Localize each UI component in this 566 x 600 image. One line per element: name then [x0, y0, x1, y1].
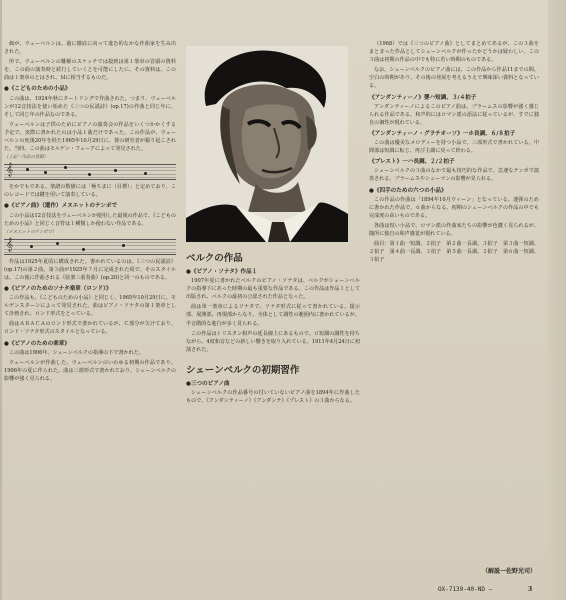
music-score-excerpt-1	[4, 164, 176, 180]
section-heading-piano-piece: ●《ピアノ曲》（遺作）メヌエットのテンポで	[4, 203, 118, 210]
note-icon	[114, 169, 117, 172]
section-heading-sonata-rondo: ●《ピアノのためのソナタ楽章（ロンド）》	[4, 285, 112, 292]
andantino-heading: 《アンダンティーノ》嬰ハ短調、３/４拍子	[369, 94, 477, 101]
note-icon	[26, 168, 29, 171]
left-column	[4, 40, 176, 572]
treble-clef-icon: 𝄞	[6, 162, 14, 177]
intro-paragraph-2: 所で、ウェーベルンの難解のスケッチでは殺到は第１楽章の冒頭の資料を、この曲の演奏時と続行していくとを可能にしたに、その資料は、この曲は１楽章のとはされ、Ｍに相当するものだ。	[4, 59, 176, 82]
page-edge-right	[548, 0, 566, 600]
treble-clef-icon: 𝄞	[6, 236, 14, 251]
intro-paragraph: 価が、ウェーベルンは、過に徹底に向って進む的なかな作曲家を生み出された。	[4, 41, 176, 56]
four-hands-paragraph-1: この作品の作曲は「1894年10月ウィーン」となっている。連弾のために書かれた作品で、６曲からなる。初期のシェーンベルクの作品の中でも完成度の高いものである。	[369, 196, 539, 219]
right-column	[369, 40, 539, 572]
note-icon	[122, 244, 125, 247]
schoenberg-section-title: シェーンベルクの初期習作	[186, 364, 300, 376]
four-hands-heading: ●《四手のための六つの小品》	[369, 187, 447, 194]
middle-column	[186, 250, 360, 572]
note-icon	[30, 245, 33, 248]
sonata-rondo-paragraph-2: 曲はＡＢＡＣＡのロンド形式で書かれているが、Ｃ部分が欠けており、ロンド・ソナタ形式のスタイルとなっている。	[4, 321, 176, 336]
andantino-grazioso-heading: 《アンダンティーノ・グラチオーソ》一ホ長調、６/８拍子	[369, 130, 516, 137]
note-icon	[56, 242, 59, 245]
section-heading-children-piece: ●《こどものための小品》	[4, 86, 71, 93]
andantino-paragraph: アンダンティーノによるこのピアノ曲は、ブラームスの影響が強く感じられる作品である。和声的にはロマン派の語法に従っているが、すでに独自の個性が現れている。	[369, 103, 539, 126]
music-score-excerpt-2	[4, 236, 176, 255]
presto-heading: 《プレスト》一ハ長調、２/２拍子	[369, 159, 455, 166]
berg-paragraph-1: 1907年夏に書かれたベルクのピアノ・ソナタは、ベルクがシェーンベルクの指導下にあった時期の最も重要な作品である。この作品は作品１として出版され、ベルクの最初の公認された作品となった。	[186, 278, 360, 301]
note-icon	[88, 173, 91, 176]
catalog-dash: —	[488, 586, 493, 593]
section-heading-piano-movement: ●《ピアノのための楽章》	[4, 340, 70, 347]
children-piece-paragraph-1: この曲は、1924年秋にタートリングで作曲された。つまり、ウェーベルンが12音技法を使い始めた《三つの民謡詩》(op.17)の作曲と同じ年に、そして同じ年の作品なのである。	[4, 95, 176, 118]
note-icon	[44, 171, 47, 174]
note-icon	[82, 248, 85, 251]
children-piece-paragraph-3: をかでもである。楽譜の数値には「極ちまに（目標）」と定めており、このレコードでは鍵を用いて演奏している。	[4, 184, 176, 199]
catalog-number	[438, 586, 492, 593]
piano-piece-paragraph-2: 作品は1925年夏頃に構成された。書かれているのは、《三つの民謡詩》(op.17)の第２曲、第３曲が1925年７月に完成された頃で、そのスタイルは、この後に作曲される《弦楽三重奏曲》(op.20)と同一のものである。	[4, 258, 176, 281]
right-paragraph-2: なお、シェーンベルクのピアノ曲には、この作品から作品11までの間、空白の時期があり、その後の発展を考えるうえで興味深い資料となっている。	[369, 67, 539, 90]
berg-paragraph-2: 曲は単一楽章によるソナタで、ソナタ形式に従って書かれている。提示部、展開部、再現部からなり、全体として調性の範囲内に書かれているが、半音階的な進行が多く見られる。	[186, 304, 360, 327]
portrait-illustration	[186, 46, 348, 242]
berg-sonata-heading: ●《ピアノ・ソナタ》作品１	[186, 269, 258, 275]
page-number: 3	[528, 586, 533, 593]
note-icon	[64, 166, 67, 169]
schoenberg-paragraph-1: シェーンベルクの作品番号の付いていないピアノ曲を1894年に作曲したもので、《アンダンティーノ》《アンダンテ》《プレスト》の３曲からなる。	[186, 390, 360, 405]
page-edge-left	[0, 0, 2, 600]
score-caption-2: （メヌエットのテンポで）	[4, 229, 57, 235]
four-hands-paragraph-2: 各曲は短い小品で、ロマン派の作曲家たちの影響が色濃く見られるが、随所に独自の和声感覚が現れている。	[369, 222, 539, 237]
right-paragraph-1: （1968）では《三つのピアノ曲》としてまとめてあるが、この３曲をまとまった作品としてシェーンベルクが作ったかどうかは疑わしい。この３曲は初期の作品の中でも特に若い時期のものである。	[369, 41, 539, 64]
schoenberg-three-pieces-heading: ●三つのピアノ曲	[186, 380, 230, 387]
piano-piece-paragraph-1: この小品は12音技法をウェーベルンが使用した最後の作品で、《こどものための小品》と同じく音符は１種類しか使わない作品である。	[4, 212, 176, 227]
piano-movement-paragraph-1: この曲は1906年、シェーンベルクの指導の下で書かれた。	[9, 349, 144, 356]
catalog-code: OX-7139-40-ND	[438, 586, 485, 593]
four-hands-movement-list: 曲目：第１曲一短調、２拍子 第２曲一長調、３拍子 第３曲一短調、２拍子 第４曲一長調、３拍子 第５曲一長調、２拍子 第６曲一短調、３拍子	[369, 241, 539, 264]
note-icon	[144, 172, 147, 175]
andantino-grazioso-paragraph: この曲は優美なメロディーを持つ小品で、三部形式で書かれている。中間部は短調に転じ、再び主調に戻って終わる。	[369, 140, 539, 155]
score-caption: （上記＝作品の冒頭）	[4, 155, 48, 161]
presto-paragraph: シェーンベルクの３曲のなかで最も技巧的な作品で、急速なテンポで演奏される。ブラームスやシューマンの影響が見られる。	[369, 168, 539, 183]
berg-section-title: ベルクの作品	[186, 253, 243, 264]
children-piece-paragraph-2: ウェーベルンは子供のためにピアノの演奏会の作品をいくつかかくする予定で、実際に書かれたのは小品１曲だけであった。この作品が、ウェーベルンの死後20年を経た1965年10月29日に、彼の研究者が掘り起こされた。当時、この曲はモルゲン・フェーアによって発見された。	[4, 121, 176, 153]
composer-portrait-photo	[186, 46, 348, 242]
sonata-rondo-paragraph-1: この作品も、《こどものための小品》と同じく、1965年10月29日に、モルゲンスターンによって発見された。曲はピアノ・ソナタの第１楽章として計画され、ロンド形式をとっている。	[4, 295, 176, 318]
commentary-credit: （解説一佐野光司）	[482, 568, 537, 575]
piano-movement-paragraph-2: ウェーベルンが作曲した、ウェーベルンのいわゆる初期の作品であり、1906年の夏に作られた。曲は三部形式で書かれており、シェーンベルクの影響が強く見られる。	[4, 359, 176, 382]
berg-paragraph-3: この作品はトリスタン和声の延長線上にあるもので、ロ短調の調性を持ちながら、4度和音などの新しい響きを取り入れている。1911年4月24日に初演された。	[186, 330, 360, 353]
